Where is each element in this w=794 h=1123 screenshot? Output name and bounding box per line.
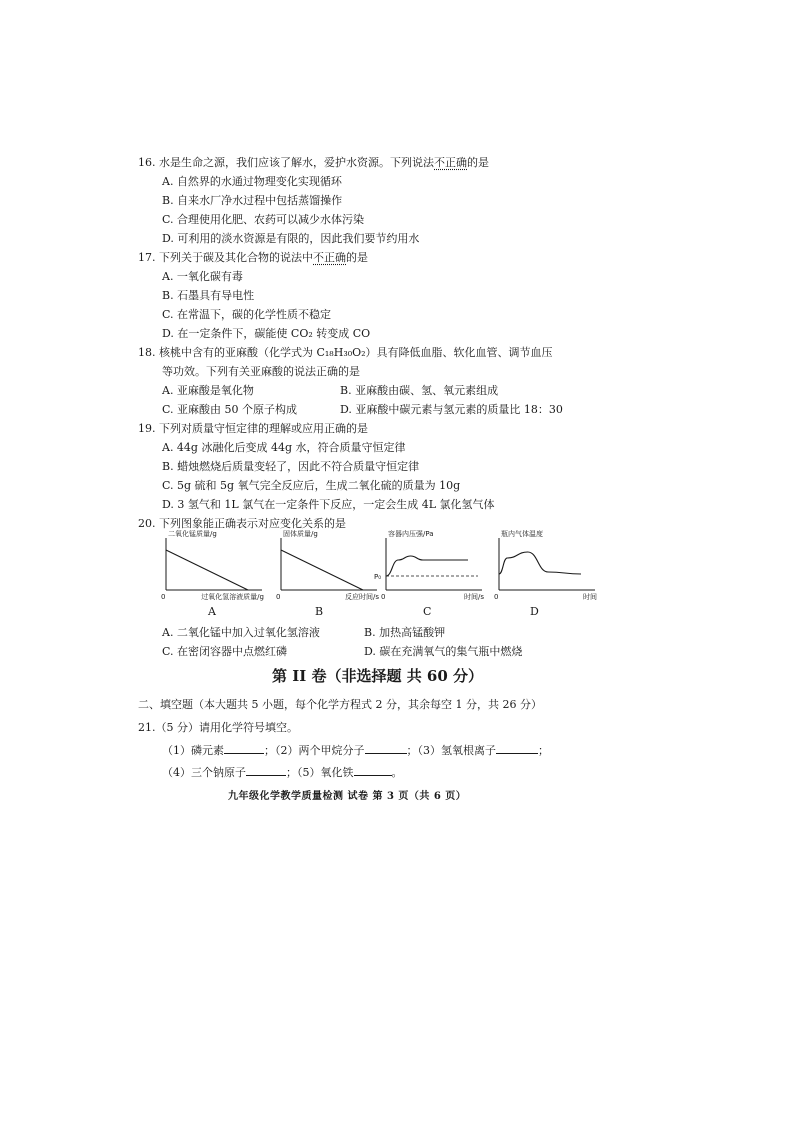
q18-option-d: D. 亚麻酸中碳元素与氢元素的质量比 18：30 xyxy=(340,403,563,416)
chart-a-svg xyxy=(160,530,270,614)
q21-blank-4[interactable] xyxy=(246,764,286,776)
chart-c-ylabel: 容器内压强/Pa xyxy=(388,530,434,538)
q16-option-d: D. 可利用的淡水资源是有限的，因此我们要节约用水 xyxy=(162,232,420,245)
q20-option-a: A. 二氧化锰中加入过氧化氢溶液 xyxy=(162,626,320,639)
q21-stem: 21.（5 分）请用化学符号填空。 xyxy=(138,721,298,734)
q21-item3-end: ； xyxy=(538,744,549,757)
chart-b-xlabel: 反应时间/s xyxy=(344,593,379,601)
chart-d-series-line xyxy=(499,552,581,574)
chart-c-origin: 0 xyxy=(381,593,386,601)
q21-blank-3[interactable] xyxy=(496,742,538,754)
q16-stem-end: 的是 xyxy=(467,156,489,169)
chart-a-letter: A xyxy=(208,605,216,618)
q18-option-a: A. 亚麻酸是氧化物 xyxy=(162,384,254,397)
q17-option-c: C. 在常温下，碳的化学性质不稳定 xyxy=(162,308,332,321)
chart-c-xlabel: 时间/s xyxy=(463,593,484,601)
q18-option-c: C. 亚麻酸由 50 个原子构成 xyxy=(162,403,298,416)
q19-option-d: D. 3 氢气和 1L 氯气在一定条件下反应，一定会生成 4L 氯化氢气体 xyxy=(162,498,495,511)
q19-option-a: A. 44g 冰融化后变成 44g 水，符合质量守恒定律 xyxy=(162,441,406,454)
chart-b-origin: 0 xyxy=(276,593,281,601)
q17-stem-text: 17. 下列关于碳及其化合物的说法中 xyxy=(138,251,313,264)
q19-option-c: C. 5g 硫和 5g 氧气完全反应后，生成二氧化硫的质量为 10g xyxy=(162,479,461,492)
q16-option-c: C. 合理使用化肥、农药可以减少水体污染 xyxy=(162,213,365,226)
q17-option-a: A. 一氧化碳有毒 xyxy=(162,270,243,283)
chart-c-reference-label: P₀ xyxy=(374,573,382,581)
q20-option-d: D. 碳在充满氧气的集气瓶中燃烧 xyxy=(364,645,523,658)
chart-b-svg xyxy=(275,530,385,614)
chart-c-svg xyxy=(374,530,490,614)
q21-item5-end: 。 xyxy=(391,766,403,779)
chart-d-letter: D xyxy=(530,605,539,618)
q20-option-b: B. 加热高锰酸钾 xyxy=(364,626,446,639)
q21-blank-5[interactable] xyxy=(354,764,392,776)
chart-c-series-line xyxy=(386,556,468,576)
chart-d-ylabel: 瓶内气体温度 xyxy=(501,530,543,538)
q21-item1-label: （1）磷元素 xyxy=(162,744,224,757)
q16-option-a: A. 自然界的水通过物理变化实现循环 xyxy=(162,175,342,188)
q18-stem-line2: 等功效。下列有关亚麻酸的说法正确的是 xyxy=(162,365,360,378)
chart-b-series-line xyxy=(281,550,363,590)
q21-line1 xyxy=(162,742,549,758)
chart-b-letter: B xyxy=(315,605,324,618)
chart-b xyxy=(275,530,385,614)
q17-emphasis: 不正确 xyxy=(313,251,346,264)
q21-blank-1[interactable] xyxy=(224,742,264,754)
q17-option-d: D. 在一定条件下，碳能使 CO₂ 转变成 CO xyxy=(162,327,371,340)
chart-a-xlabel: 过氧化氢溶液质量/g xyxy=(201,593,264,601)
chart-c-letter: C xyxy=(423,605,432,618)
chart-d-origin: 0 xyxy=(494,593,499,601)
q17-stem xyxy=(138,251,368,265)
q21-item5-label: ；（5）氧化铁 xyxy=(286,766,354,779)
chart-b-ylabel: 固体质量/g xyxy=(283,530,318,538)
q17-stem-end: 的是 xyxy=(346,251,368,264)
q21-blank-2[interactable] xyxy=(365,742,407,754)
q16-option-b: B. 自来水厂净水过程中包括蒸馏操作 xyxy=(162,194,343,207)
q19-stem: 19. 下列对质量守恒定律的理解或应用正确的是 xyxy=(138,422,368,435)
chart-c xyxy=(374,530,490,614)
chart-a-series-line xyxy=(166,550,248,590)
q20-option-c: C. 在密闭容器中点燃红磷 xyxy=(162,645,288,658)
page-footer: 九年级化学教学质量检测 试卷 第 3 页（共 6 页） xyxy=(228,791,467,802)
part-heading: 二、填空题（本大题共 5 小题，每个化学方程式 2 分，其余每空 1 分，共 26 分） xyxy=(138,698,542,711)
q17-option-b: B. 石墨具有导电性 xyxy=(162,289,255,302)
chart-d-svg xyxy=(493,530,603,614)
chart-d-xlabel: 时间 xyxy=(583,593,597,601)
q18-option-b: B. 亚麻酸由碳、氢、氧元素组成 xyxy=(340,384,499,397)
q16-emphasis: 不正确 xyxy=(434,156,467,169)
chart-d xyxy=(493,530,603,614)
q16-stem-text: 16. 水是生命之源，我们应该了解水，爱护水资源。下列说法 xyxy=(138,156,434,169)
q21-item4-label: （4）三个钠原子 xyxy=(162,766,246,779)
section-title: 第 II 卷（非选择题 共 60 分） xyxy=(272,667,484,685)
q21-item3-label: ；（3）氢氧根离子 xyxy=(406,744,496,757)
q18-stem-line1: 18. 核桃中含有的亚麻酸（化学式为 C₁₈H₃₀O₂）具有降低血脂、软化血管、调节血压 xyxy=(138,346,553,359)
chart-a xyxy=(160,530,270,614)
q21-line2 xyxy=(162,764,403,780)
q20-stem: 20. 下列图象能正确表示对应变化关系的是 xyxy=(138,517,346,530)
chart-a-ylabel: 二氧化锰质量/g xyxy=(168,530,217,538)
chart-a-origin: 0 xyxy=(161,593,166,601)
q21-item2-label: ；（2）两个甲烷分子 xyxy=(264,744,365,757)
q16-stem xyxy=(138,156,489,170)
q19-option-b: B. 蜡烛燃烧后质量变轻了，因此不符合质量守恒定律 xyxy=(162,460,420,473)
